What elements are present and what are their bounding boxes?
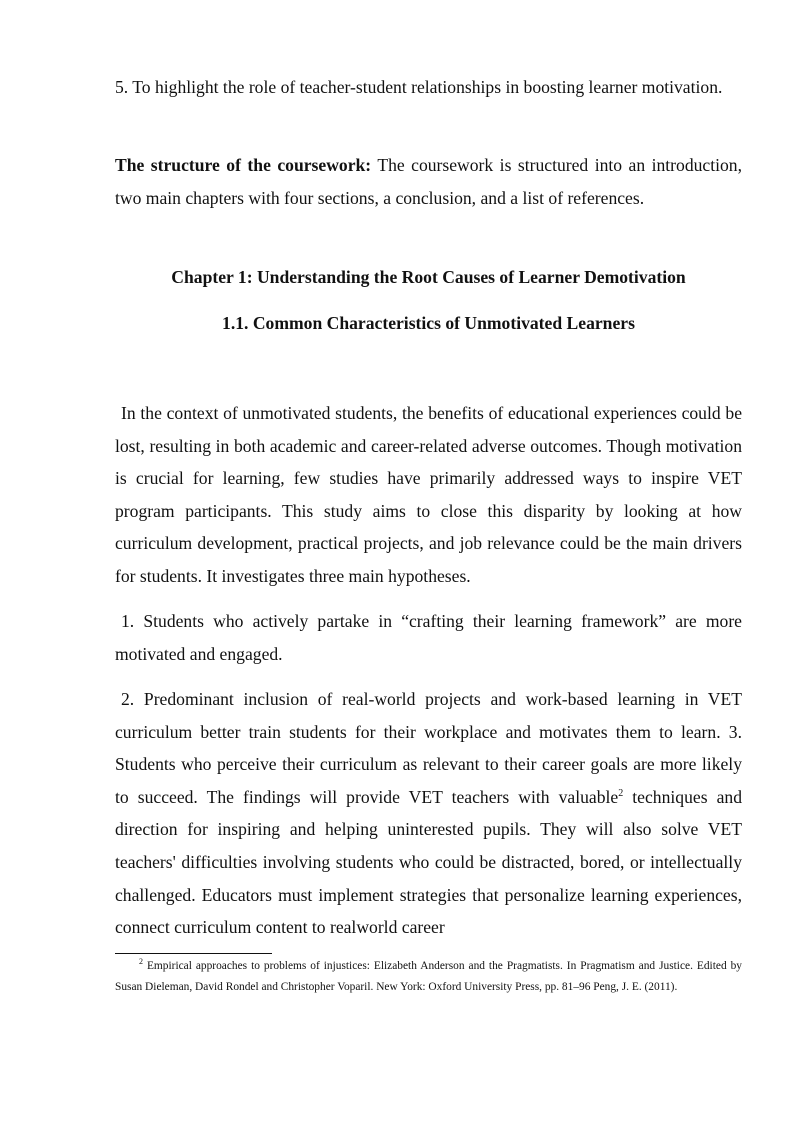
footnote-number: 2 bbox=[139, 957, 143, 967]
chapter-title: Chapter 1: Understanding the Root Causes of Learner Demotivation bbox=[171, 267, 686, 287]
structure-label: The structure of the coursework: bbox=[115, 155, 372, 175]
objective-5-paragraph: 5. To highlight the role of teacher-student relationships in boosting learner motivation. bbox=[115, 77, 723, 97]
section-title: 1.1. Common Characteristics of Unmotivated Learners bbox=[222, 313, 635, 333]
structure-paragraph bbox=[115, 149, 742, 214]
footnote-reference: 2 bbox=[618, 787, 624, 799]
hypotheses-2-3-paragraph bbox=[115, 683, 742, 944]
paragraph-unmotivated-context: In the context of unmotivated students, the benefits of educational experiences could be lost, resulting in both academic and career-related adverse outcomes. Though motivation is crucial for learning, few studies have primarily addressed ways to inspire VET program participants. This study aims to close this disparity by looking at how curriculum development, practical projects, and job relevance could be the main drivers for students. It investigates three main hypotheses. bbox=[115, 403, 742, 586]
footnote-separator bbox=[115, 953, 272, 954]
paragraph-2-part-a: 2. Predominant inclusion of real-world projects and work-based learning in VET curriculum better train students for their workplace and motivates them to learn. 3. Students who perceive their curriculum as relevant to their career goals are more likely to succeed. The findings will provide VET teachers with valuable bbox=[115, 689, 742, 807]
structure-text: The coursework is structured into an introduction, two main chapters with four sections, a conclusion, and a list of references. bbox=[115, 155, 742, 208]
footnote bbox=[115, 956, 742, 998]
footnote-text: Empirical approaches to problems of injustices: Elizabeth Anderson and the Pragmatists. In Pragmatism and Justice. Edited by Susan Dieleman, David Rondel and Christopher Voparil. New York: Oxford University Press, pp. 81–96 Peng, J. E. (2011). bbox=[115, 960, 742, 993]
hypothesis-1-paragraph: 1. Students who actively partake in “crafting their learning framework” are more motivated and engaged. bbox=[115, 611, 742, 664]
paragraph-2-part-b: techniques and direction for inspiring and helping uninterested pupils. They will also solve VET teachers' difficulties involving students who could be distracted, bored, or intellectually challenged. Educators must implement strategies that personalize learning experiences, connect curriculum content to realworld career bbox=[115, 786, 743, 938]
